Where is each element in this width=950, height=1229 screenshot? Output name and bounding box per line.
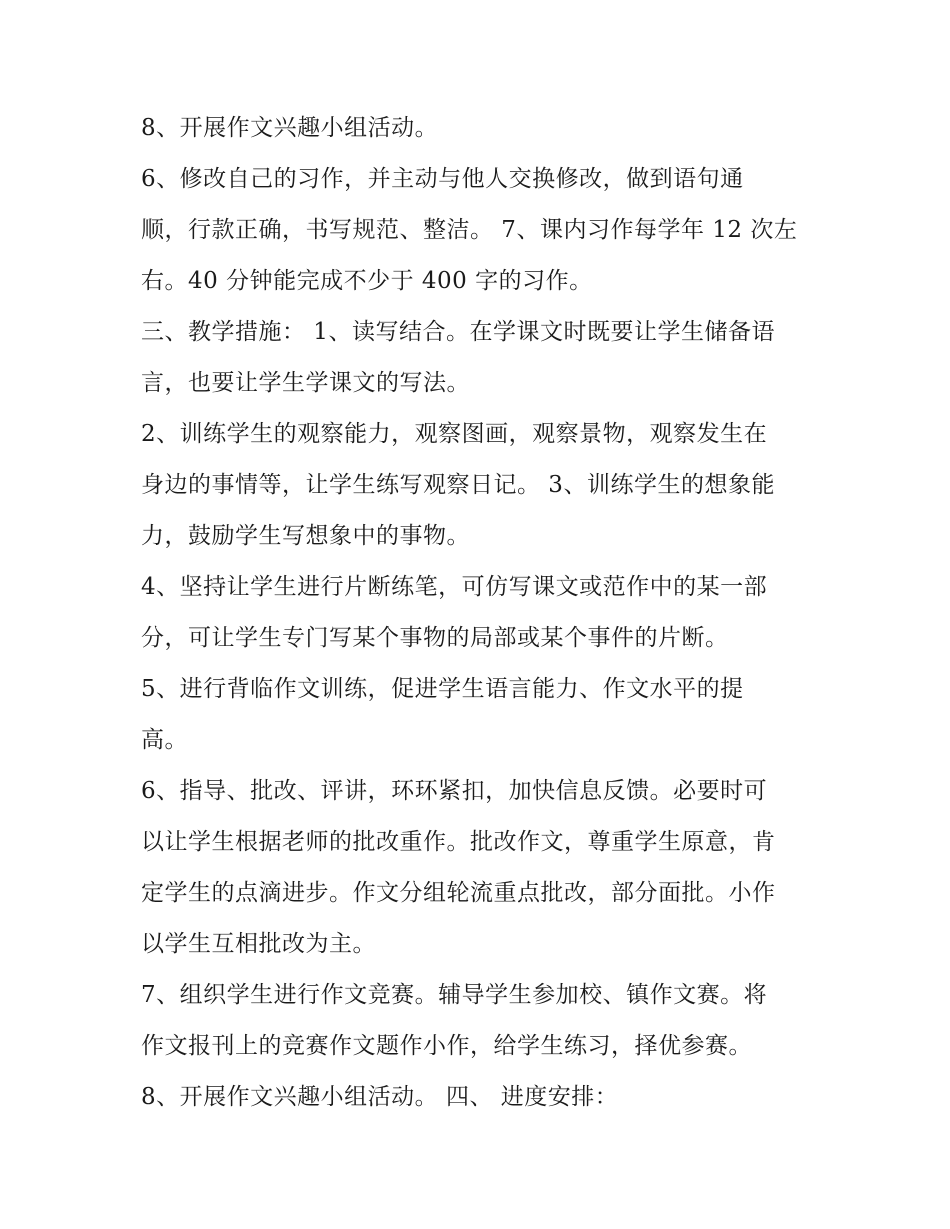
text-line: 右。40 分钟能完成不少于 400 字的习作。 <box>141 268 593 294</box>
text-line: 以让学生根据老师的批改重作。批改作文，尊重学生原意，肯 <box>141 829 776 855</box>
text-line: 4、坚持让学生进行片断练笔，可仿写课文或范作中的某一部 <box>141 574 768 600</box>
text-line: 定学生的点滴进步。作文分组轮流重点批改，部分面批。小作 <box>141 880 776 906</box>
document-body <box>141 103 821 1123</box>
text-line: 8、开展作文兴趣小组活动。 <box>141 115 439 141</box>
text-line: 作文报刊上的竞赛作文题作小作，给学生练习，择优参赛。 <box>141 1033 752 1059</box>
text-line: 分，可让学生专门写某个事物的局部或某个事件的片断。 <box>141 625 729 651</box>
text-line: 高。 <box>141 727 188 753</box>
text-line: 2、训练学生的观察能力，观察图画，观察景物，观察发生在 <box>141 421 768 447</box>
text-line: 力，鼓励学生写想象中的事物。 <box>141 523 470 549</box>
text-line: 以学生互相批改为主。 <box>141 931 376 957</box>
text-line: 6、指导、批改、评讲，环环紧扣，加快信息反馈。必要时可 <box>141 778 768 804</box>
text-line: 8、开展作文兴趣小组活动。 四、 进度安排： <box>141 1084 619 1110</box>
text-line: 言，也要让学生学课文的写法。 <box>141 370 470 396</box>
text-line: 三、教学措施： 1、读写结合。在学课文时既要让学生储备语 <box>141 319 775 345</box>
text-line: 5、进行背临作文训练，促进学生语言能力、作文水平的提 <box>141 676 744 702</box>
text-line: 顺，行款正确，书写规范、整洁。 7、课内习作每学年 12 次左 <box>141 217 798 243</box>
text-line: 7、组织学生进行作文竞赛。辅导学生参加校、镇作文赛。将 <box>141 982 768 1008</box>
text-line: 6、修改自己的习作，并主动与他人交换修改，做到语句通 <box>141 166 744 192</box>
text-line: 身边的事情等，让学生练写观察日记。 3、训练学生的想象能 <box>141 472 775 498</box>
